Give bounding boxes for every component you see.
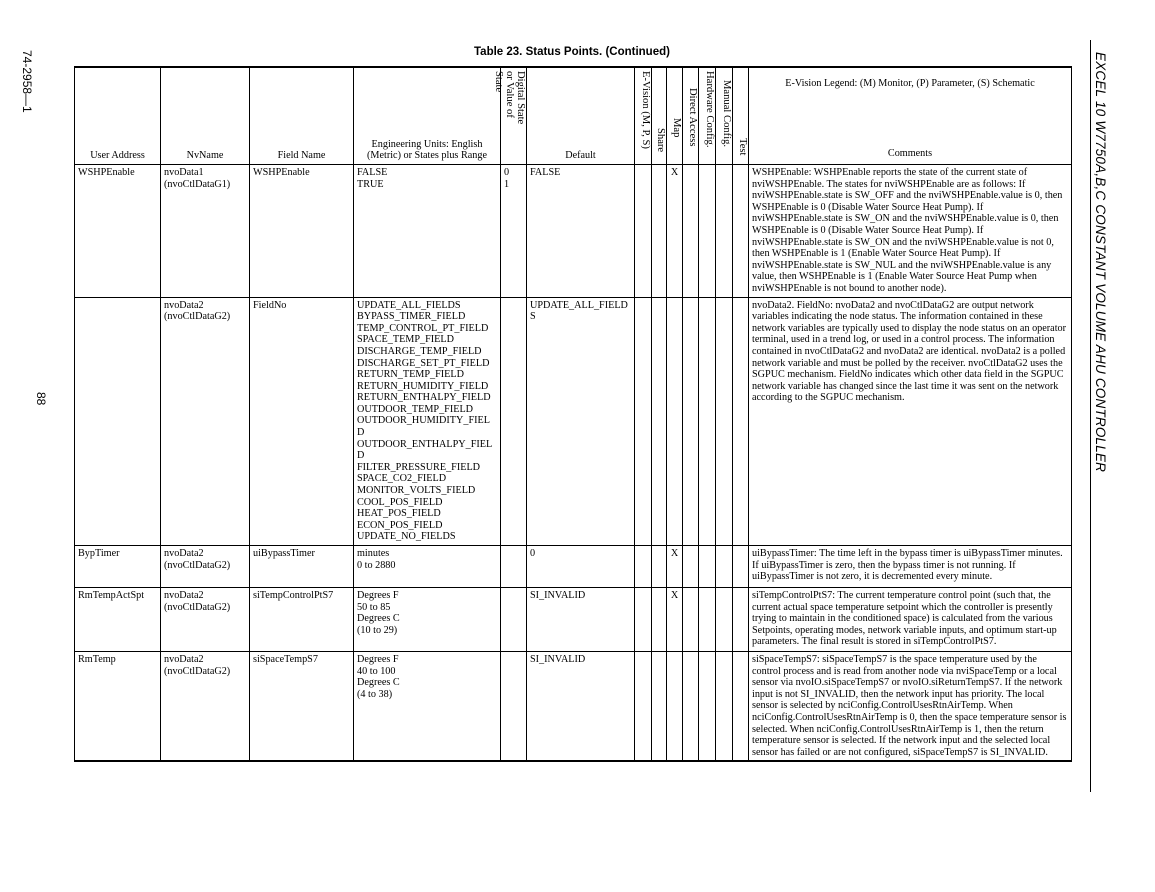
- cell-share: [652, 165, 667, 298]
- cell-field-name: WSHPEnable: [250, 165, 354, 298]
- cell-evision: [635, 297, 652, 545]
- table-row: [75, 588, 1072, 652]
- cell-user-address: BypTimer: [75, 546, 161, 588]
- cell-default: UPDATE_ALL_FIELDS: [527, 297, 635, 545]
- cell-manual-config: [716, 588, 733, 652]
- cell-eng-units: minutes 0 to 2880: [354, 546, 501, 588]
- status-points-table: [74, 66, 1072, 762]
- header-evision: E-Vision (M, P, S): [635, 67, 652, 165]
- cell-share: [652, 652, 667, 762]
- cell-manual-config: [716, 297, 733, 545]
- cell-digital-state: 0 1: [501, 165, 527, 298]
- cell-field-name: FieldNo: [250, 297, 354, 545]
- cell-test: [733, 297, 749, 545]
- cell-direct-access: [683, 546, 699, 588]
- cell-manual-config: [716, 652, 733, 762]
- header-digital-state: Digital State or Value of State: [501, 67, 527, 165]
- cell-user-address: RmTemp: [75, 652, 161, 762]
- header-direct-access: Direct Access: [683, 67, 699, 165]
- cell-test: [733, 652, 749, 762]
- cell-evision: [635, 546, 652, 588]
- cell-hardware-config: [699, 546, 716, 588]
- table-row: [75, 297, 1072, 545]
- cell-evision: [635, 165, 652, 298]
- document-number: 74-2958—1: [20, 50, 34, 113]
- header-comments: [749, 67, 1072, 165]
- header-share: Share: [652, 67, 667, 165]
- cell-digital-state: [501, 652, 527, 762]
- cell-map: X: [667, 588, 683, 652]
- cell-direct-access: [683, 297, 699, 545]
- cell-hardware-config: [699, 165, 716, 298]
- cell-share: [652, 546, 667, 588]
- cell-digital-state: [501, 588, 527, 652]
- cell-evision: [635, 652, 652, 762]
- table-row: [75, 652, 1072, 762]
- cell-field-name: siSpaceTempS7: [250, 652, 354, 762]
- header-nvname: NvName: [161, 67, 250, 165]
- margin-rule: [1090, 40, 1091, 792]
- cell-comments: WSHPEnable: WSHPEnable reports the state of the current state of nviWSHPEnable. The states for nviWSHPEnable are as follows: If nviWSHPEnable.state is SW_OFF and the nviWSHPEnable.value is 0, then WSHPEnable is 0 (Disable Water Source Heat Pump). If nviWSHPEnable.state is SW_ON and the nviWSHPEnable.value is 0, then WSHPEnable is 0 (Disable Water Source Heat Pump). If nviWSHPEnable.state is SW_ON and the nviWSHPEnable.value is not 0, then WSHPEnable is 1 (Enable Water Source Heat Pump). If nviWSHPEnable.state is SW_NUL and the nviWSHPEnable.value is any value, then WSHPEnable is 1 (Enable Water Source Heat Pump when nviWSHPEnable is not bound to another node).: [749, 165, 1072, 298]
- cell-map: [667, 297, 683, 545]
- cell-map: X: [667, 546, 683, 588]
- cell-manual-config: [716, 546, 733, 588]
- cell-digital-state: [501, 546, 527, 588]
- cell-default: 0: [527, 546, 635, 588]
- cell-map: X: [667, 165, 683, 298]
- cell-nvname: nvoData2 (nvoCtlDataG2): [161, 588, 250, 652]
- evision-legend: E-Vision Legend: (M) Monitor, (P) Parameter, (S) Schematic: [785, 78, 1035, 89]
- cell-direct-access: [683, 652, 699, 762]
- cell-direct-access: [683, 588, 699, 652]
- cell-evision: [635, 588, 652, 652]
- cell-share: [652, 297, 667, 545]
- cell-test: [733, 165, 749, 298]
- header-engineering-units: Engineering Units: English (Metric) or States plus Range: [354, 67, 501, 165]
- cell-user-address: [75, 297, 161, 545]
- cell-eng-units: Degrees F 40 to 100 Degrees C (4 to 38): [354, 652, 501, 762]
- cell-nvname: nvoData1 (nvoCtlDataG1): [161, 165, 250, 298]
- header-test: Test: [733, 67, 749, 165]
- cell-default: SI_INVALID: [527, 652, 635, 762]
- cell-field-name: siTempControlPtS7: [250, 588, 354, 652]
- cell-hardware-config: [699, 297, 716, 545]
- cell-digital-state: [501, 297, 527, 545]
- cell-comments: uiBypassTimer: The time left in the bypass timer is uiBypassTimer minutes. If uiBypassTimer is zero, then the bypass timer is not running. If uiBypassTimer is not zero, it is decremented every minute.: [749, 546, 1072, 588]
- cell-map: [667, 652, 683, 762]
- table-title: Table 23. Status Points. (Continued): [474, 46, 670, 58]
- cell-field-name: uiBypassTimer: [250, 546, 354, 588]
- header-map: Map: [667, 67, 683, 165]
- header-default: Default: [527, 67, 635, 165]
- cell-comments: siSpaceTempS7: siSpaceTempS7 is the space temperature used by the control process and is read from another node via nviSpaceTemp or a local sensor via nvoIO.siSpaceTempS7 or nvoIO.siReturnTempS7. If the network input is not SI_INVALID, then the network input has priority. The local sensor is selected by nciConfig.ControlUsesRtnAirTemp. When nciConfig.ControlUsesRtnAirTemp is 0, then the space temperature sensor is selected. When nciConfig.ControlUsesRtnAirTemp is 1, then the return temperature sensor is selected. If the network input and the selected local sensor has failed or are not configured, siSpaceTempS7 is SI_INVALID.: [749, 652, 1072, 762]
- comments-label: Comments: [887, 148, 933, 160]
- header-manual-config: Manual Config.: [716, 67, 733, 165]
- cell-direct-access: [683, 165, 699, 298]
- header-hardware-config: Hardware Config.: [699, 67, 716, 165]
- table-header-row: [75, 67, 1072, 165]
- table-row: [75, 546, 1072, 588]
- cell-default: FALSE: [527, 165, 635, 298]
- cell-comments: nvoData2. FieldNo: nvoData2 and nvoCtlDataG2 are output network variables indicating the node status. The information contained in these network variables are typically used to display the node status on an operator terminal, used in a trend log, or used in a control process. The information contained in nvoCtlDataG2 and nvoData2 are identical. nvoData2 is a polled network variable and must be polled by the receiver. nvoCtlDataG2 uses the SGPUC mechanism. FieldNo indicates which other data field in the SGPUC network variable has changed since the last time it was sent on the network according to the SGPUC mechanism.: [749, 297, 1072, 545]
- cell-manual-config: [716, 165, 733, 298]
- cell-user-address: RmTempActSpt: [75, 588, 161, 652]
- cell-eng-units: Degrees F 50 to 85 Degrees C (10 to 29): [354, 588, 501, 652]
- cell-nvname: nvoData2 (nvoCtlDataG2): [161, 652, 250, 762]
- page-number: 88: [34, 392, 48, 406]
- cell-test: [733, 546, 749, 588]
- cell-test: [733, 588, 749, 652]
- cell-user-address: WSHPEnable: [75, 165, 161, 298]
- cell-eng-units: FALSE TRUE: [354, 165, 501, 298]
- cell-nvname: nvoData2 (nvoCtlDataG2): [161, 546, 250, 588]
- cell-comments: siTempControlPtS7: The current temperature control point (such that, the current actual space temperature setpoint which the controller is presently trying to maintain in the conditioned space) is calculated from the various Setpoints, operating modes, network variable inputs, and optimum start-up parameters. The final result is stored in siTempControlPtS7.: [749, 588, 1072, 652]
- cell-default: SI_INVALID: [527, 588, 635, 652]
- running-title: EXCEL 10 W7750A,B,C CONSTANT VOLUME AHU CONTROLLER: [1093, 52, 1108, 473]
- cell-hardware-config: [699, 652, 716, 762]
- cell-nvname: nvoData2 (nvoCtlDataG2): [161, 297, 250, 545]
- header-field-name: Field Name: [250, 67, 354, 165]
- table-row: [75, 165, 1072, 298]
- cell-eng-units: UPDATE_ALL_FIELDS BYPASS_TIMER_FIELD TEMP_CONTROL_PT_FIELD SPACE_TEMP_FIELD DISCHARGE_TEMP_FIELD DISCHARGE_SET_PT_FIELD RETURN_TEMP_FIELD RETURN_HUMIDITY_FIELD RETURN_ENTHALPY_FIELD OUTDOOR_TEMP_FIELD OUTDOOR_HUMIDITY_FIELD OUTDOOR_ENTHALPY_FIELD FILTER_PRESSURE_FIELD SPACE_CO2_FIELD MONITOR_VOLTS_FIELD COOL_POS_FIELD HEAT_POS_FIELD ECON_POS_FIELD UPDATE_NO_FIELDS: [354, 297, 501, 545]
- cell-hardware-config: [699, 588, 716, 652]
- header-user-address: User Address: [75, 67, 161, 165]
- cell-share: [652, 588, 667, 652]
